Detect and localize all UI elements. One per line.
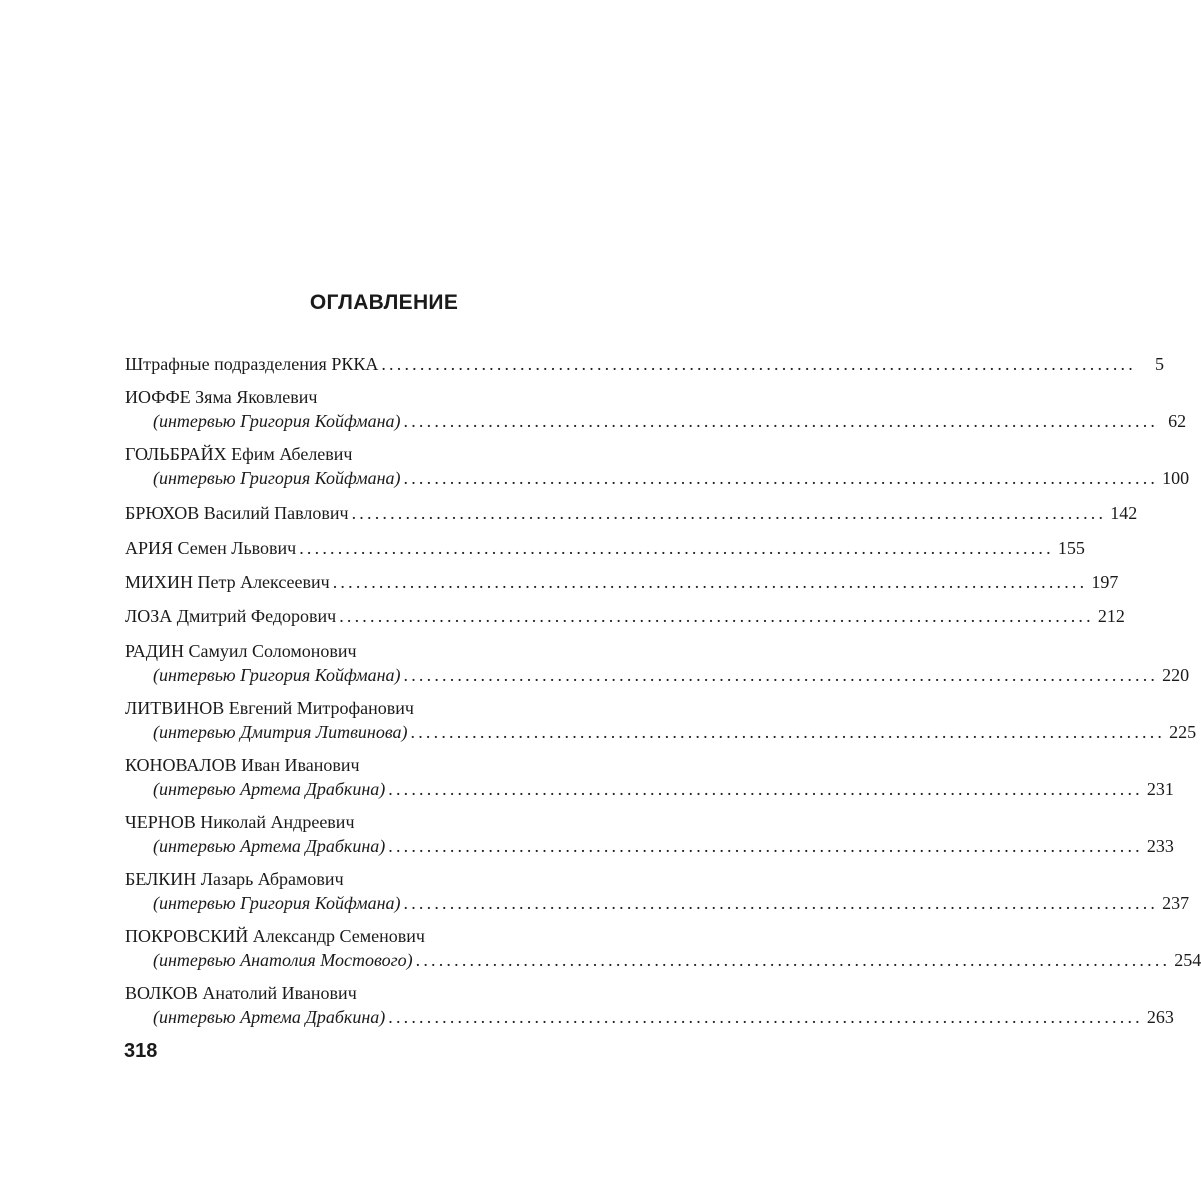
- entry-credit: (интервью Артема Драбкина): [153, 779, 386, 799]
- toc-entry: [125, 981, 1174, 1029]
- entry-credit: (интервью Артема Драбкина): [153, 1007, 386, 1027]
- toc-entry: [125, 924, 1201, 972]
- entry-page: 5: [1154, 354, 1164, 374]
- entry-credit: (интервью Артема Драбкина): [153, 836, 386, 856]
- toc-entry: [125, 753, 1174, 801]
- entry-credit: (интервью Григория Койфмана): [153, 411, 401, 431]
- toc-entry: [125, 810, 1174, 858]
- toc-entry: [125, 536, 1085, 560]
- page-title: ОГЛАВЛЕНИЕ: [309, 291, 459, 314]
- toc-entry: [125, 442, 1190, 490]
- entry-credit: (интервью Григория Койфмана): [153, 665, 401, 685]
- entry-title: ГОЛЬБРАЙХ Ефим Абелевич: [125, 444, 353, 464]
- dot-leader: ..................................................................................................: [351, 503, 1107, 523]
- entry-page: 225: [1169, 722, 1197, 742]
- entry-title: КОНОВАЛОВ Иван Иванович: [125, 755, 360, 775]
- entry-credit: (интервью Григория Койфмана): [153, 893, 401, 913]
- entry-page: 142: [1110, 503, 1138, 523]
- entry-credit: (интервью Григория Койфмана): [153, 468, 401, 488]
- entry-title: ЧЕРНОВ Николай Андреевич: [125, 812, 355, 832]
- entry-title: ВОЛКОВ Анатолий Иванович: [125, 983, 357, 1003]
- entry-title: ИОФФЕ Зяма Яковлевич: [125, 387, 318, 407]
- dot-leader: ..................................................................................................: [332, 572, 1088, 592]
- entry-credit: (интервью Дмитрия Литвинова): [153, 722, 408, 742]
- toc-entry: [125, 385, 1187, 433]
- entry-credit: (интервью Анатолия Мостового): [153, 950, 413, 970]
- toc-entry: [125, 501, 1138, 525]
- dot-leader: ..................................................................................................: [388, 836, 1143, 856]
- dot-leader: ..................................................................................................: [403, 665, 1159, 685]
- dot-leader: ..................................................................................................: [403, 468, 1159, 488]
- dot-leader: ..................................................................................................: [410, 722, 1166, 742]
- toc-entry: [125, 352, 1164, 376]
- entry-title: МИХИН Петр Алексеевич: [125, 572, 330, 592]
- entry-page: 100: [1162, 468, 1190, 488]
- dot-leader: ..................................................................................................: [415, 950, 1171, 970]
- dot-leader: ..................................................................................................: [403, 411, 1159, 431]
- dot-leader: ..................................................................................................: [388, 1007, 1143, 1027]
- entry-page: 254: [1174, 950, 1201, 970]
- entry-title: ЛОЗА Дмитрий Федорович: [125, 606, 337, 626]
- entry-page: 237: [1162, 893, 1190, 913]
- page-number: 318: [124, 1040, 158, 1062]
- toc-entry: [125, 867, 1190, 915]
- entry-page: 231: [1146, 779, 1174, 799]
- dot-leader: ..................................................................................................: [299, 538, 1054, 558]
- entry-title: РАДИН Самуил Соломонович: [125, 641, 357, 661]
- toc-entry: [125, 570, 1119, 594]
- dot-leader: ..................................................................................................: [388, 779, 1143, 799]
- entry-title: ЛИТВИНОВ Евгений Митрофанович: [125, 698, 414, 718]
- toc-entry: [125, 604, 1125, 628]
- dot-leader: ..................................................................................................: [339, 606, 1094, 626]
- entry-page: 62: [1168, 411, 1187, 431]
- entry-page: 197: [1091, 572, 1119, 592]
- dot-leader: ..................................................................................................: [403, 893, 1159, 913]
- entry-page: 212: [1097, 606, 1125, 626]
- entry-page: 220: [1162, 665, 1190, 685]
- dot-leader: ..................................................................................................: [381, 354, 1136, 374]
- entry-page: 263: [1146, 1007, 1174, 1027]
- toc-entry: [125, 696, 1197, 744]
- entry-page: 233: [1146, 836, 1174, 856]
- entry-title: ПОКРОВСКИЙ Александр Семенович: [125, 926, 425, 946]
- entry-page: 155: [1057, 538, 1085, 558]
- entry-title: БЕЛКИН Лазарь Абрамович: [125, 869, 344, 889]
- entry-title: АРИЯ Семен Львович: [125, 538, 297, 558]
- toc-entry: [125, 639, 1190, 687]
- entry-title: Штрафные подразделения РККА: [125, 354, 379, 374]
- entry-title: БРЮХОВ Василий Павлович: [125, 503, 349, 523]
